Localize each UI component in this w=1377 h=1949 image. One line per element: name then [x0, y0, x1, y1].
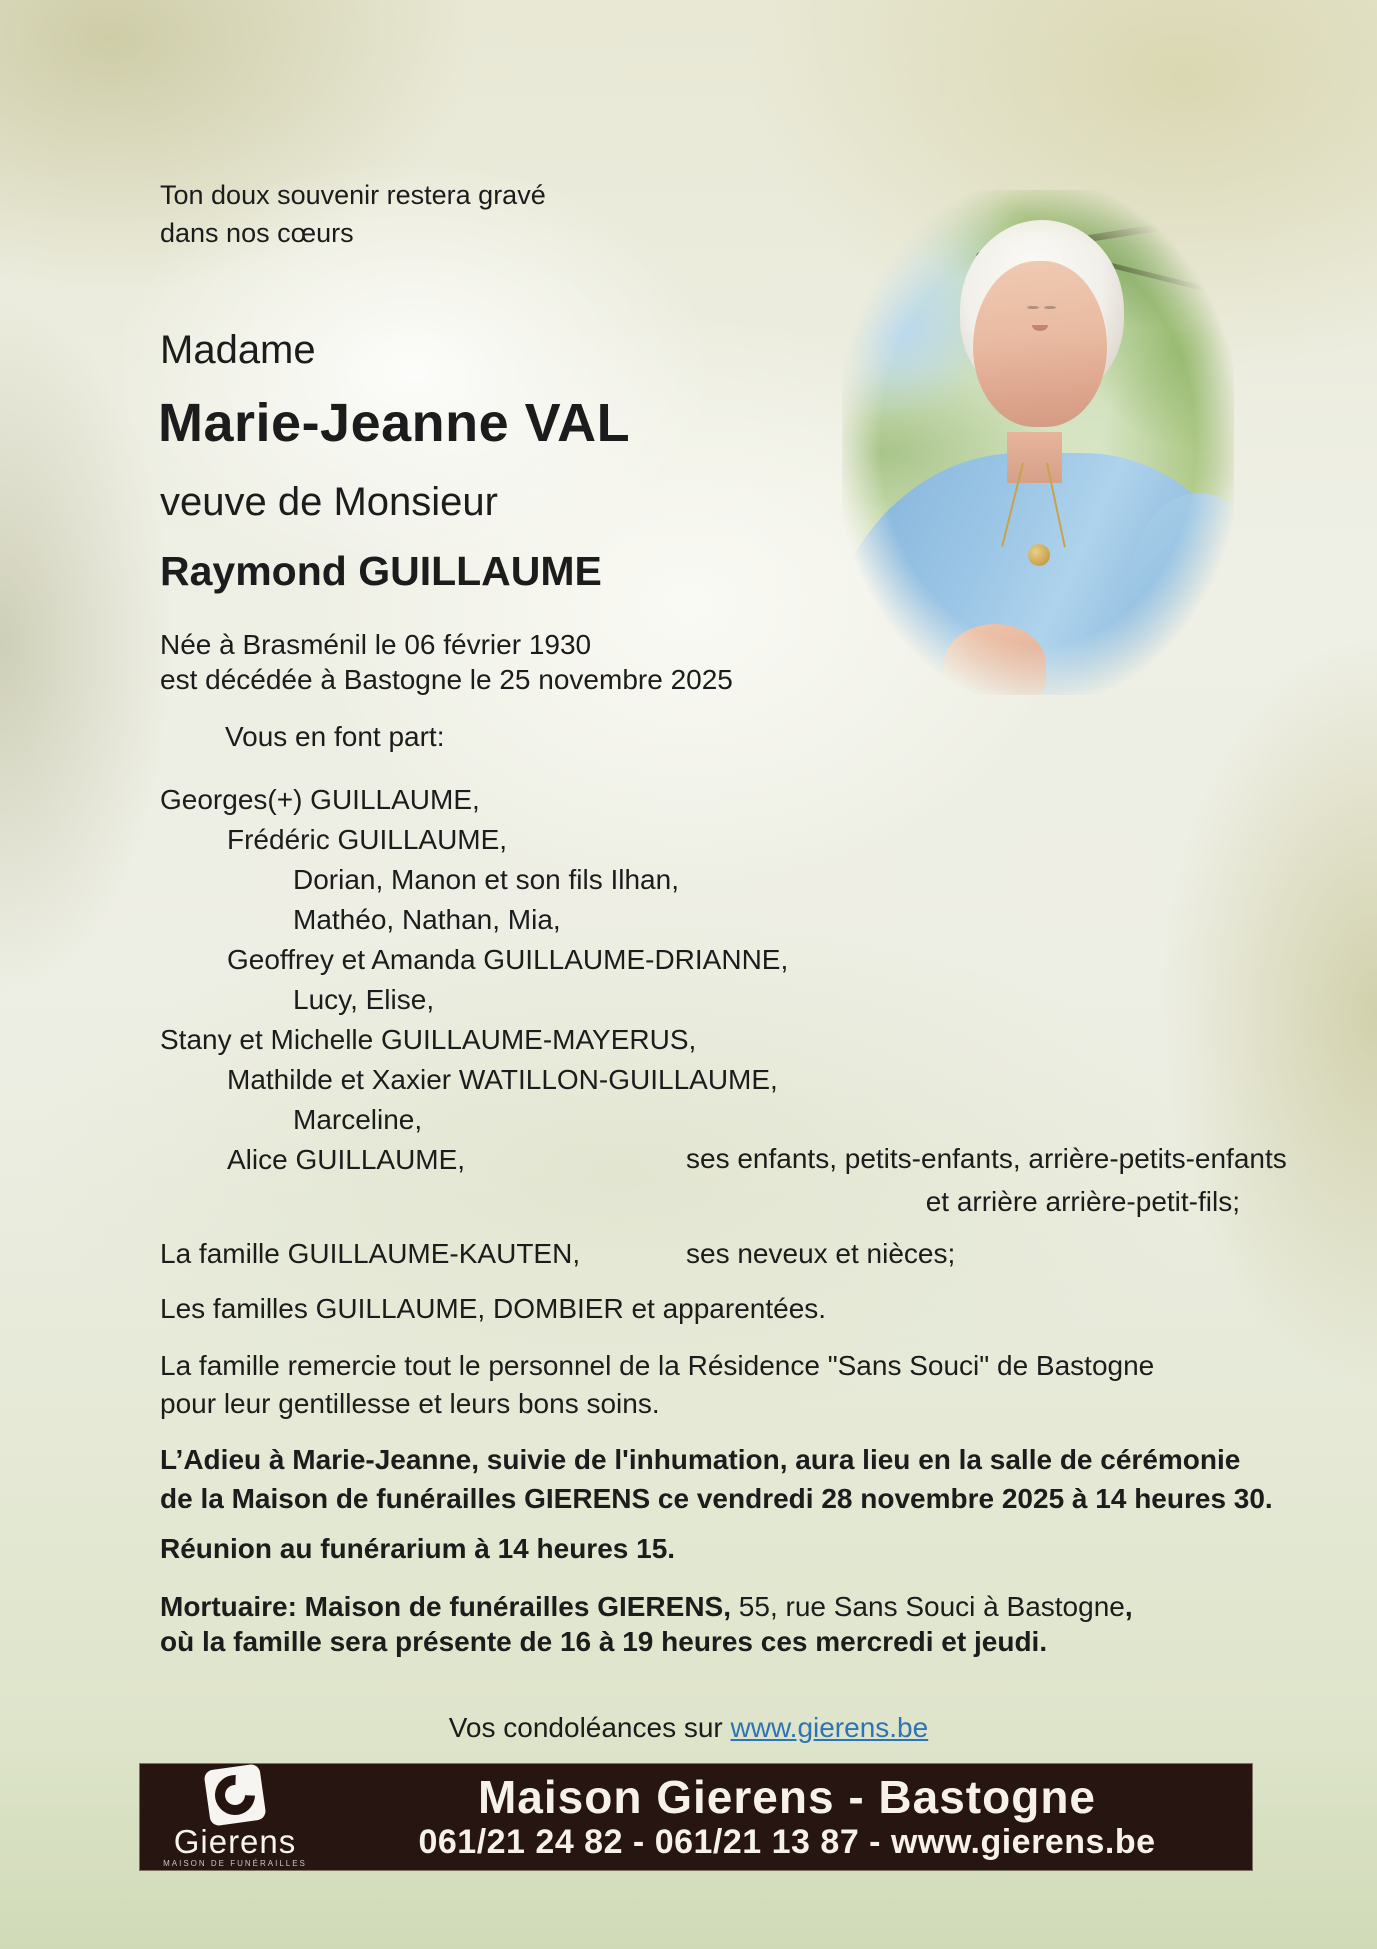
- birth-line: Née à Brasménil le 06 février 1930: [160, 629, 592, 660]
- ceremony-line: de la Maison de funérailles GIERENS ce vendredi 28 novembre 2025 à 14 heures 30.: [160, 1483, 1273, 1514]
- ceremony-paragraph: [160, 1440, 1273, 1518]
- gierens-logo: [140, 1765, 330, 1869]
- husband-name: Raymond GUILLAUME: [160, 548, 602, 594]
- family-list-item: Marceline,: [293, 1104, 423, 1135]
- birth-death-lines: [160, 627, 733, 697]
- relations-children: [686, 1141, 1287, 1227]
- epitaph: [160, 176, 546, 252]
- mortuary-comma: ,: [1124, 1591, 1133, 1622]
- relations-nephews: ses neveux et nièces;: [686, 1238, 956, 1269]
- mortuary-address: 55, rue Sans Souci à Bastogne: [731, 1591, 1125, 1622]
- gierens-logo-subtext: MAISON DE FUNÉRAILLES: [163, 1859, 307, 1868]
- funeral-home-banner: [140, 1764, 1252, 1870]
- gierens-logo-icon: [203, 1763, 266, 1826]
- family-list-item: Alice GUILLAUME,: [227, 1144, 466, 1175]
- family-list-item: Frédéric GUILLAUME,: [227, 824, 508, 855]
- banner-text-block: [330, 1772, 1252, 1862]
- eye-shape: [1027, 306, 1039, 310]
- title-madame: Madame: [160, 328, 316, 372]
- gierens-logo-word: Gierens: [173, 1823, 297, 1860]
- relations-children-line: ses enfants, petits-enfants, arrière-petits-enfants: [686, 1143, 1287, 1174]
- condolences-prefix: Vos condoléances sur: [448, 1712, 731, 1743]
- necklace-pendant: [1028, 544, 1050, 566]
- family-kauten: La famille GUILLAUME-KAUTEN,: [160, 1238, 581, 1269]
- family-list: [160, 780, 788, 1180]
- widow-of-label: veuve de Monsieur: [160, 480, 498, 524]
- banner-phone-line: 061/21 24 82 - 061/21 13 87 - www.gierens.be: [418, 1823, 1156, 1861]
- related-families-line: Les familles GUILLAUME, DOMBIER et apparentées.: [160, 1293, 827, 1324]
- condolences-link[interactable]: www.gierens.be: [730, 1712, 929, 1743]
- announcement-intro: Vous en font part:: [225, 721, 445, 752]
- neck-shape: [1007, 432, 1062, 483]
- hand-shape: [944, 624, 1046, 695]
- mortuary-line: où la famille sera présente de 16 à 19 heures ces mercredi et jeudi.: [160, 1626, 1048, 1657]
- mortuary-bold-part: Mortuaire: Maison de funérailles GIERENS,: [160, 1591, 732, 1622]
- death-line: est décédée à Bastogne le 25 novembre 2025: [160, 664, 733, 695]
- family-list-item: Geoffrey et Amanda GUILLAUME-DRIANNE,: [227, 944, 789, 975]
- deceased-name: Marie-Jeanne VAL: [158, 393, 631, 453]
- mouth-shape: [1032, 325, 1048, 331]
- banner-title: Maison Gierens - Bastogne: [477, 1771, 1096, 1823]
- reunion-line: Réunion au funérarium à 14 heures 15.: [160, 1533, 676, 1564]
- condolences-line: [0, 1712, 1377, 1744]
- relations-children-line: et arrière arrière-petit-fils;: [925, 1186, 1240, 1217]
- family-list-item: Mathéo, Nathan, Mia,: [293, 904, 561, 935]
- family-list-item: Stany et Michelle GUILLAUME-MAYERUS,: [160, 1024, 697, 1055]
- epitaph-line: Ton doux souvenir restera gravé: [160, 180, 546, 210]
- thanks-line: La famille remercie tout le personnel de la Résidence "Sans Souci" de Bastogne: [160, 1350, 1155, 1381]
- thanks-paragraph: [160, 1347, 1154, 1423]
- ceremony-line: L’Adieu à Marie-Jeanne, suivie de l'inhumation, aura lieu en la salle de cérémonie: [160, 1444, 1241, 1475]
- family-list-item: Georges(+) GUILLAUME,: [160, 784, 480, 815]
- face-shape: [973, 261, 1106, 428]
- family-list-item: Dorian, Manon et son fils Ilhan,: [293, 864, 679, 895]
- epitaph-line: dans nos cœurs: [160, 218, 354, 248]
- portrait-photo: [842, 190, 1234, 695]
- thanks-line: pour leur gentillesse et leurs bons soins.: [160, 1388, 660, 1419]
- mortuary-line: [160, 1589, 1133, 1624]
- family-kauten-row: [160, 1238, 1240, 1270]
- family-list-item: Mathilde et Xaxier WATILLON-GUILLAUME,: [227, 1064, 778, 1095]
- eye-shape: [1044, 306, 1056, 310]
- mortuary-paragraph: [160, 1589, 1133, 1659]
- family-list-item: Lucy, Elise,: [293, 984, 435, 1015]
